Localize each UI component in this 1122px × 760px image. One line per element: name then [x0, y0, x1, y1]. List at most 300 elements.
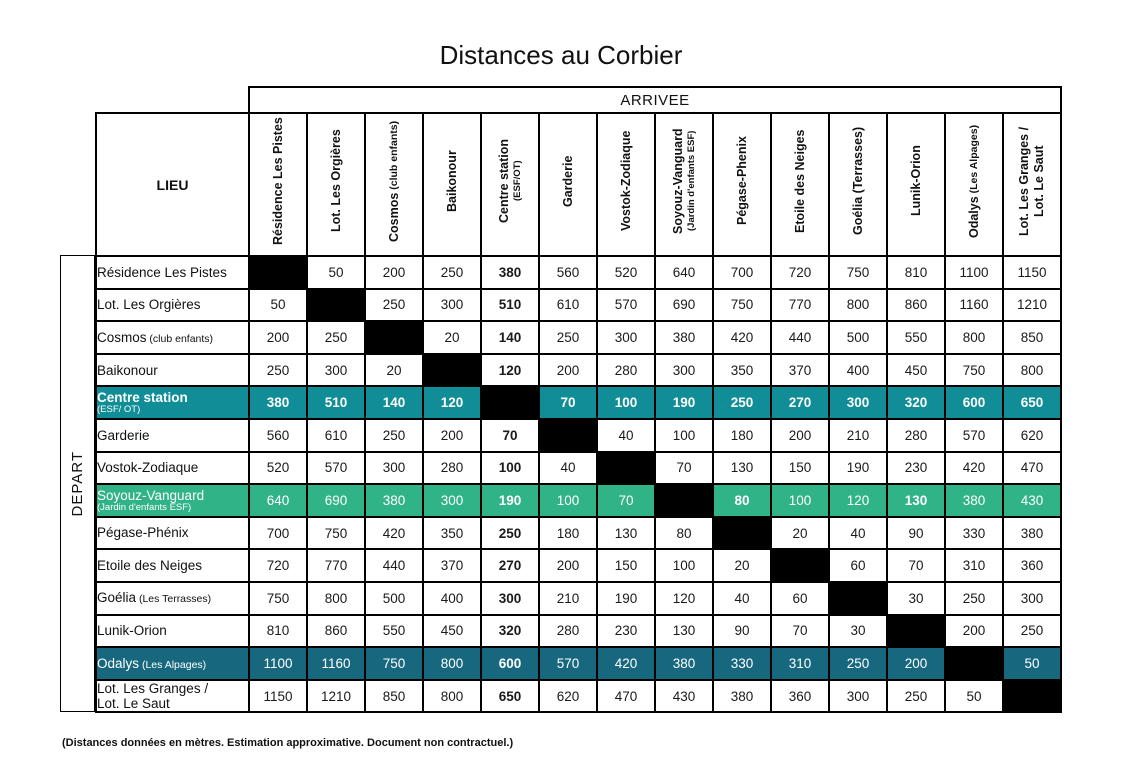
- cell-r13-c6: 570: [539, 647, 597, 680]
- col-header-line: Pégase-Phenix: [734, 136, 749, 226]
- cell-r5-c14: 650: [1003, 386, 1061, 419]
- cell-r6-c10: 200: [771, 419, 829, 452]
- row-label-garderie: [96, 419, 249, 452]
- cell-r6-c8: 100: [655, 419, 713, 452]
- cell-r14-c1: 1150: [249, 680, 307, 713]
- cell-r5-c10: 270: [771, 386, 829, 419]
- diagonal-cell-r7: [597, 452, 655, 485]
- cell-r3-c6: 250: [539, 321, 597, 354]
- cell-r3-c9: 420: [713, 321, 771, 354]
- table-row-baikonour: [96, 354, 1061, 387]
- table-row-etoile-des-neiges: [96, 549, 1061, 582]
- col-header-text: [967, 115, 982, 254]
- cell-r12-c10: 70: [771, 615, 829, 648]
- col-header-garderie: [539, 113, 597, 256]
- row-label-text: Pégase-Phénix: [97, 525, 189, 541]
- diagonal-cell-r8: [655, 484, 713, 517]
- col-header-text: [1017, 115, 1047, 254]
- cell-r14-c9: 380: [713, 680, 771, 713]
- col-header-line: Etoile des Neiges: [792, 129, 807, 233]
- arrivee-label: ARRIVEE: [620, 91, 690, 109]
- row-label-sub: (Jardin d'enfants ESF): [97, 502, 192, 514]
- cell-r5-c6: 70: [539, 386, 597, 419]
- cell-r10-c11: 60: [829, 549, 887, 582]
- cell-r11-c2: 800: [307, 582, 365, 615]
- cell-r8-c13: 380: [945, 484, 1003, 517]
- col-header-line: Baikonour: [444, 150, 459, 212]
- cell-r12-c11: 30: [829, 615, 887, 648]
- diagonal-cell-r12: [887, 615, 945, 648]
- cell-r7-c4: 280: [423, 452, 481, 485]
- depart-header: [60, 255, 95, 712]
- cell-r8-c12: 130: [887, 484, 945, 517]
- diagonal-cell-r6: [539, 419, 597, 452]
- col-header-text: [851, 115, 866, 254]
- cell-r13-c12: 200: [887, 647, 945, 680]
- cell-r3-c5: 140: [481, 321, 539, 354]
- row-label-vostok-zodiaque: [96, 452, 249, 485]
- cell-r3-c11: 500: [829, 321, 887, 354]
- row-label-lot-les-granges: [96, 680, 249, 713]
- cell-r13-c7: 420: [597, 647, 655, 680]
- col-header-inner: [714, 115, 770, 254]
- col-header-pegase-phenix: [713, 113, 771, 256]
- cell-r11-c9: 40: [713, 582, 771, 615]
- cell-r3-c1: 200: [249, 321, 307, 354]
- cell-r3-c13: 800: [945, 321, 1003, 354]
- cell-r13-c4: 800: [423, 647, 481, 680]
- cell-r10-c9: 20: [713, 549, 771, 582]
- cell-r13-c5: 600: [481, 647, 539, 680]
- cell-r14-c11: 300: [829, 680, 887, 713]
- col-header-text: [671, 115, 697, 254]
- cell-r4-c14: 800: [1003, 354, 1061, 387]
- cell-r4-c2: 300: [307, 354, 365, 387]
- cell-r4-c11: 400: [829, 354, 887, 387]
- diagonal-cell-r11: [829, 582, 887, 615]
- page-title: Distances au Corbier: [439, 40, 683, 70]
- cell-r4-c1: 250: [249, 354, 307, 387]
- col-header-line: Garderie: [560, 155, 575, 207]
- cell-r12-c13: 200: [945, 615, 1003, 648]
- col-header-text: [387, 115, 402, 254]
- cell-r2-c11: 800: [829, 289, 887, 322]
- cell-r6-c13: 570: [945, 419, 1003, 452]
- row-label-lot-les-orgieres: [96, 289, 249, 322]
- col-header-line: Lunik-Orion: [908, 145, 923, 217]
- cell-r11-c5: 300: [481, 582, 539, 615]
- col-header-line: Vostok-Zodiaque: [618, 130, 633, 232]
- cell-r7-c11: 190: [829, 452, 887, 485]
- cell-r3-c14: 850: [1003, 321, 1061, 354]
- cell-r13-c14: 50: [1003, 647, 1061, 680]
- cell-r14-c13: 50: [945, 680, 1003, 713]
- diagonal-cell-r14: [1003, 680, 1061, 713]
- cell-r14-c10: 360: [771, 680, 829, 713]
- row-label-text: Baikonour: [97, 362, 158, 378]
- row-label-text: Goélia (Les Terrasses): [97, 590, 212, 606]
- cell-r3-c12: 550: [887, 321, 945, 354]
- table-row-goelia: [96, 582, 1061, 615]
- cell-r2-c4: 300: [423, 289, 481, 322]
- cell-r1-c6: 560: [539, 256, 597, 289]
- cell-r1-c5: 380: [481, 256, 539, 289]
- cell-r8-c10: 100: [771, 484, 829, 517]
- cell-r7-c1: 520: [249, 452, 307, 485]
- table-row-garderie: [96, 419, 1061, 452]
- cell-r10-c2: 770: [307, 549, 365, 582]
- cell-r4-c6: 200: [539, 354, 597, 387]
- cell-r1-c11: 750: [829, 256, 887, 289]
- footer-note: (Distances données en mètres. Estimation approximative. Document non contractuel.): [62, 737, 514, 749]
- col-header-text: [735, 115, 750, 254]
- cell-r7-c8: 70: [655, 452, 713, 485]
- row-label-small: (Les Terrasses): [136, 593, 212, 606]
- row-label-text: Lunik-Orion: [97, 623, 167, 639]
- cell-r4-c13: 750: [945, 354, 1003, 387]
- cell-r9-c6: 180: [539, 517, 597, 550]
- col-header-goelia-terrasses: [829, 113, 887, 256]
- row-label-pegase-phenix: [96, 517, 249, 550]
- cell-r8-c4: 300: [423, 484, 481, 517]
- col-header-residence-les-pistes: [249, 113, 307, 256]
- cell-r6-c7: 40: [597, 419, 655, 452]
- cell-r9-c10: 20: [771, 517, 829, 550]
- cell-r6-c2: 610: [307, 419, 365, 452]
- cell-r7-c14: 470: [1003, 452, 1061, 485]
- col-header-inner: [888, 115, 944, 254]
- diagonal-cell-r4: [423, 354, 481, 387]
- cell-r1-c4: 250: [423, 256, 481, 289]
- cell-r12-c5: 320: [481, 615, 539, 648]
- distance-matrix-table: [95, 112, 1062, 713]
- cell-r11-c12: 30: [887, 582, 945, 615]
- cell-r14-c7: 470: [597, 680, 655, 713]
- cell-r13-c10: 310: [771, 647, 829, 680]
- cell-r10-c1: 720: [249, 549, 307, 582]
- cell-r13-c3: 750: [365, 647, 423, 680]
- col-header-line: Lot. Les Granges /: [1017, 126, 1031, 236]
- col-header-line: Soyouz-Vanguard: [670, 128, 685, 234]
- cell-r12-c4: 450: [423, 615, 481, 648]
- col-header-vostok-zodiaque: [597, 113, 655, 256]
- cell-r14-c12: 250: [887, 680, 945, 713]
- cell-r5-c1: 380: [249, 386, 307, 419]
- table-row-lot-les-granges: [96, 680, 1061, 713]
- diagonal-cell-r9: [713, 517, 771, 550]
- table-row-odalys: [96, 647, 1061, 680]
- col-header-inner: [830, 115, 886, 254]
- col-header-lot-les-granges-lot-le-saut: [1003, 113, 1061, 256]
- cell-r13-c1: 1100: [249, 647, 307, 680]
- row-label-line2: Lot. Le Saut: [97, 696, 170, 712]
- cell-r4-c12: 450: [887, 354, 945, 387]
- diagonal-cell-r2: [307, 289, 365, 322]
- cell-r12-c14: 250: [1003, 615, 1061, 648]
- cell-r1-c14: 1150: [1003, 256, 1061, 289]
- row-label-small: (club enfants): [146, 332, 214, 345]
- cell-r7-c3: 300: [365, 452, 423, 485]
- row-label-odalys: [96, 647, 249, 680]
- cell-r9-c13: 330: [945, 517, 1003, 550]
- col-header-text: [909, 115, 924, 254]
- row-label-soyouz-vanguard: [96, 484, 249, 517]
- cell-r2-c1: 50: [249, 289, 307, 322]
- col-header-inner: [250, 115, 306, 254]
- cell-r5-c7: 100: [597, 386, 655, 419]
- cell-r8-c11: 120: [829, 484, 887, 517]
- col-header-text: [445, 115, 460, 254]
- cell-r2-c14: 1210: [1003, 289, 1061, 322]
- cell-r3-c4: 20: [423, 321, 481, 354]
- table-row-pegase-phenix: [96, 517, 1061, 550]
- cell-r1-c7: 520: [597, 256, 655, 289]
- cell-r10-c7: 150: [597, 549, 655, 582]
- cell-r9-c4: 350: [423, 517, 481, 550]
- cell-r7-c10: 150: [771, 452, 829, 485]
- row-label-text: Etoile des Neiges: [97, 558, 203, 574]
- cell-r4-c3: 20: [365, 354, 423, 387]
- cell-r13-c11: 250: [829, 647, 887, 680]
- cell-r2-c13: 1160: [945, 289, 1003, 322]
- table-row-soyouz-vanguard: [96, 484, 1061, 517]
- cell-r10-c14: 360: [1003, 549, 1061, 582]
- cell-r9-c3: 420: [365, 517, 423, 550]
- cell-r2-c7: 570: [597, 289, 655, 322]
- cell-r3-c10: 440: [771, 321, 829, 354]
- cell-r6-c3: 250: [365, 419, 423, 452]
- cell-r13-c2: 1160: [307, 647, 365, 680]
- cell-r9-c12: 90: [887, 517, 945, 550]
- cell-r9-c2: 750: [307, 517, 365, 550]
- cell-r10-c8: 100: [655, 549, 713, 582]
- cell-r11-c7: 190: [597, 582, 655, 615]
- cell-r1-c12: 810: [887, 256, 945, 289]
- cell-r4-c9: 350: [713, 354, 771, 387]
- cell-r14-c6: 620: [539, 680, 597, 713]
- cell-r14-c2: 1210: [307, 680, 365, 713]
- row-label-sub: (ESF/ OT): [97, 404, 141, 416]
- cell-r7-c9: 130: [713, 452, 771, 485]
- col-header-baikonour: [423, 113, 481, 256]
- cell-r5-c2: 510: [307, 386, 365, 419]
- col-header-small: (Les Alpages): [967, 124, 980, 196]
- row-label-text: Garderie: [97, 427, 150, 443]
- col-header-inner: [772, 115, 828, 254]
- col-header-inner: [482, 115, 538, 254]
- cell-r2-c6: 610: [539, 289, 597, 322]
- col-header-inner: [424, 115, 480, 254]
- row-label-baikonour: [96, 354, 249, 387]
- lieu-header: LIEU: [96, 113, 249, 256]
- cell-r10-c5: 270: [481, 549, 539, 582]
- col-header-odalys: [945, 113, 1003, 256]
- cell-r14-c3: 850: [365, 680, 423, 713]
- cell-r5-c13: 600: [945, 386, 1003, 419]
- cell-r3-c2: 250: [307, 321, 365, 354]
- row-label-centre-station: [96, 386, 249, 419]
- cell-r8-c6: 100: [539, 484, 597, 517]
- cell-r8-c9: 80: [713, 484, 771, 517]
- col-header-text: [793, 115, 808, 254]
- cell-r2-c5: 510: [481, 289, 539, 322]
- col-header-line: Résidence Les Pistes: [270, 117, 285, 245]
- cell-r1-c13: 1100: [945, 256, 1003, 289]
- cell-r5-c9: 250: [713, 386, 771, 419]
- cell-r6-c11: 210: [829, 419, 887, 452]
- col-header-small: (club enfants): [387, 120, 400, 193]
- cell-r11-c10: 60: [771, 582, 829, 615]
- cell-r7-c6: 40: [539, 452, 597, 485]
- cell-r5-c4: 120: [423, 386, 481, 419]
- cell-r11-c1: 750: [249, 582, 307, 615]
- col-header-text: [497, 115, 523, 254]
- col-header-inner: [308, 115, 364, 254]
- table-row-centre-station: [96, 386, 1061, 419]
- col-header-text: [619, 115, 634, 254]
- cell-r1-c2: 50: [307, 256, 365, 289]
- cell-r10-c6: 200: [539, 549, 597, 582]
- cell-r8-c7: 70: [597, 484, 655, 517]
- col-header-line: Lot. Les Orgières: [328, 129, 343, 233]
- depart-label: DEPART: [69, 450, 86, 517]
- cell-r12-c6: 280: [539, 615, 597, 648]
- cell-r9-c8: 80: [655, 517, 713, 550]
- col-header-line: Goélia (Terrasses): [850, 126, 865, 236]
- diagonal-cell-r13: [945, 647, 1003, 680]
- cell-r10-c12: 70: [887, 549, 945, 582]
- cell-r12-c7: 230: [597, 615, 655, 648]
- col-header-text: [271, 115, 286, 254]
- row-label-goelia: [96, 582, 249, 615]
- row-label-residence-les-pistes: [96, 256, 249, 289]
- col-header-line: Cosmos (club enfants): [386, 120, 401, 242]
- diagonal-cell-r5: [481, 386, 539, 419]
- cell-r7-c12: 230: [887, 452, 945, 485]
- cell-r4-c10: 370: [771, 354, 829, 387]
- cell-r14-c5: 650: [481, 680, 539, 713]
- cell-r10-c3: 440: [365, 549, 423, 582]
- table-row-residence-les-pistes: [96, 256, 1061, 289]
- cell-r12-c8: 130: [655, 615, 713, 648]
- cell-r8-c1: 640: [249, 484, 307, 517]
- cell-r13-c9: 330: [713, 647, 771, 680]
- cell-r3-c7: 300: [597, 321, 655, 354]
- cell-r8-c14: 430: [1003, 484, 1061, 517]
- diagonal-cell-r10: [771, 549, 829, 582]
- cell-r12-c2: 860: [307, 615, 365, 648]
- cell-r5-c3: 140: [365, 386, 423, 419]
- col-header-sub: (ESF/OT): [511, 160, 523, 202]
- col-header-inner: [1004, 115, 1060, 254]
- cell-r9-c11: 40: [829, 517, 887, 550]
- col-header-inner: [656, 115, 712, 254]
- cell-r2-c8: 690: [655, 289, 713, 322]
- col-header-line: Odalys (Les Alpages): [966, 124, 981, 238]
- col-header-cosmos: [365, 113, 423, 256]
- col-header-sub: (Jardin d'enfants ESF): [685, 130, 697, 232]
- table-row-lot-les-orgieres: [96, 289, 1061, 322]
- matrix-body: [96, 256, 1061, 712]
- cell-r2-c10: 770: [771, 289, 829, 322]
- table-row-lunik-orion: [96, 615, 1061, 648]
- column-header-row: [96, 113, 1061, 256]
- arrivee-header: [248, 86, 1062, 114]
- col-header-inner: [366, 115, 422, 254]
- cell-r7-c5: 100: [481, 452, 539, 485]
- row-label-text: Résidence Les Pistes: [97, 264, 227, 280]
- row-label-text: Cosmos (club enfants): [97, 329, 214, 345]
- cell-r6-c1: 560: [249, 419, 307, 452]
- col-header-line: Lot. Le Saut: [1032, 145, 1046, 217]
- cell-r2-c9: 750: [713, 289, 771, 322]
- cell-r1-c3: 200: [365, 256, 423, 289]
- cell-r12-c3: 550: [365, 615, 423, 648]
- col-header-etoile-des-neiges: [771, 113, 829, 256]
- cell-r4-c7: 280: [597, 354, 655, 387]
- row-label-cosmos: [96, 321, 249, 354]
- cell-r9-c1: 700: [249, 517, 307, 550]
- cell-r11-c8: 120: [655, 582, 713, 615]
- row-label-text: Vostok-Zodiaque: [97, 460, 199, 476]
- cell-r8-c3: 380: [365, 484, 423, 517]
- cell-r10-c13: 310: [945, 549, 1003, 582]
- col-header-inner: [540, 115, 596, 254]
- cell-r5-c11: 300: [829, 386, 887, 419]
- col-header-inner: [946, 115, 1002, 254]
- col-header-centre-station: [481, 113, 539, 256]
- cell-r2-c12: 860: [887, 289, 945, 322]
- row-label-text: Odalys (Les Alpages): [97, 655, 207, 671]
- row-label-text: Lot. Les Orgières: [97, 297, 201, 313]
- col-header-lot-les-orgieres: [307, 113, 365, 256]
- table-row-vostok-zodiaque: [96, 452, 1061, 485]
- col-header-inner: [598, 115, 654, 254]
- cell-r5-c8: 190: [655, 386, 713, 419]
- cell-r11-c6: 210: [539, 582, 597, 615]
- cell-r2-c3: 250: [365, 289, 423, 322]
- cell-r1-c9: 700: [713, 256, 771, 289]
- cell-r9-c7: 130: [597, 517, 655, 550]
- row-label-lunik-orion: [96, 615, 249, 648]
- cell-r5-c12: 320: [887, 386, 945, 419]
- cell-r6-c5: 70: [481, 419, 539, 452]
- cell-r14-c8: 430: [655, 680, 713, 713]
- cell-r11-c3: 500: [365, 582, 423, 615]
- table-row-cosmos: [96, 321, 1061, 354]
- cell-r6-c9: 180: [713, 419, 771, 452]
- cell-r14-c4: 800: [423, 680, 481, 713]
- cell-r11-c14: 300: [1003, 582, 1061, 615]
- diagonal-cell-r3: [365, 321, 423, 354]
- cell-r12-c1: 810: [249, 615, 307, 648]
- cell-r8-c5: 190: [481, 484, 539, 517]
- cell-r11-c13: 250: [945, 582, 1003, 615]
- cell-r13-c8: 380: [655, 647, 713, 680]
- col-header-soyouz-vanguard: [655, 113, 713, 256]
- col-header-text: [329, 115, 344, 254]
- row-label-etoile-des-neiges: [96, 549, 249, 582]
- cell-r3-c8: 380: [655, 321, 713, 354]
- cell-r7-c2: 570: [307, 452, 365, 485]
- diagonal-cell-r1: [249, 256, 307, 289]
- cell-r9-c5: 250: [481, 517, 539, 550]
- cell-r9-c14: 380: [1003, 517, 1061, 550]
- cell-r4-c8: 300: [655, 354, 713, 387]
- cell-r11-c4: 400: [423, 582, 481, 615]
- cell-r6-c4: 200: [423, 419, 481, 452]
- cell-r4-c5: 120: [481, 354, 539, 387]
